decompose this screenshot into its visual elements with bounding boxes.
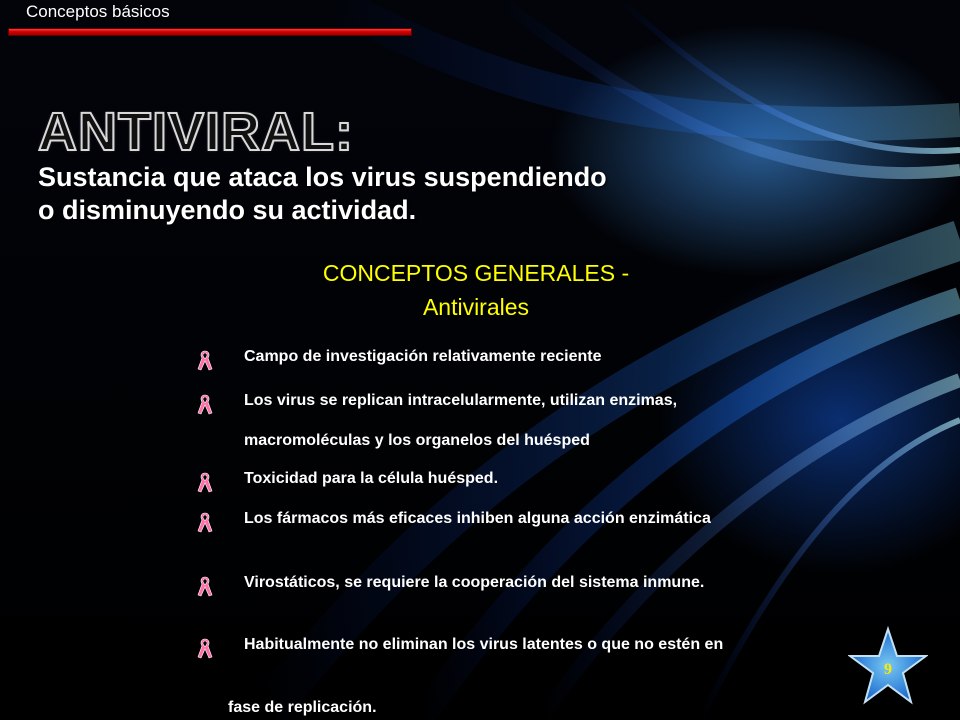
- awareness-ribbon-icon: [196, 393, 214, 415]
- bullet-text: Campo de investigación relativamente reciente: [244, 348, 602, 365]
- awareness-ribbon-icon: [196, 471, 214, 493]
- bullet-text: Toxicidad para la célula huésped.: [244, 470, 499, 487]
- awareness-ribbon-icon: [196, 575, 214, 597]
- awareness-ribbon-icon: [196, 637, 214, 659]
- bullet-text: Los virus se replican intracelularmente, utilizan enzimas,: [244, 392, 678, 409]
- header-title: Conceptos básicos: [26, 2, 170, 21]
- section-heading-line-2: Antivirales: [422, 294, 530, 320]
- awareness-ribbon-icon: [196, 511, 214, 533]
- awareness-ribbon-icon: [196, 349, 214, 371]
- section-heading: [266, 256, 686, 326]
- bullet-text: macromoléculas y los organelos del huésped: [244, 432, 590, 449]
- bullet-text: Los fármacos más eficaces inhiben alguna acción enzimática: [244, 510, 711, 527]
- slide-title: ANTIVIRAL:: [38, 102, 354, 162]
- bullet-continuation-text: fase de replicación.: [228, 699, 377, 716]
- bullet-list: [196, 346, 756, 716]
- bullet-text: Virostáticos, se requiere la cooperación del sistema inmune.: [244, 574, 705, 591]
- bullet-text: Habitualmente no eliminan los virus latentes o que no estén en: [244, 636, 724, 653]
- subtitle-line-1: Sustancia que ataca los virus suspendiendo: [38, 162, 607, 192]
- page-number: 9: [884, 661, 892, 678]
- section-heading-line-1: CONCEPTOS GENERALES -: [322, 260, 630, 286]
- subtitle-line-2: o disminuyendo su actividad.: [38, 195, 417, 225]
- header-underline-bar: [8, 28, 412, 36]
- slide-subtitle: [38, 161, 658, 231]
